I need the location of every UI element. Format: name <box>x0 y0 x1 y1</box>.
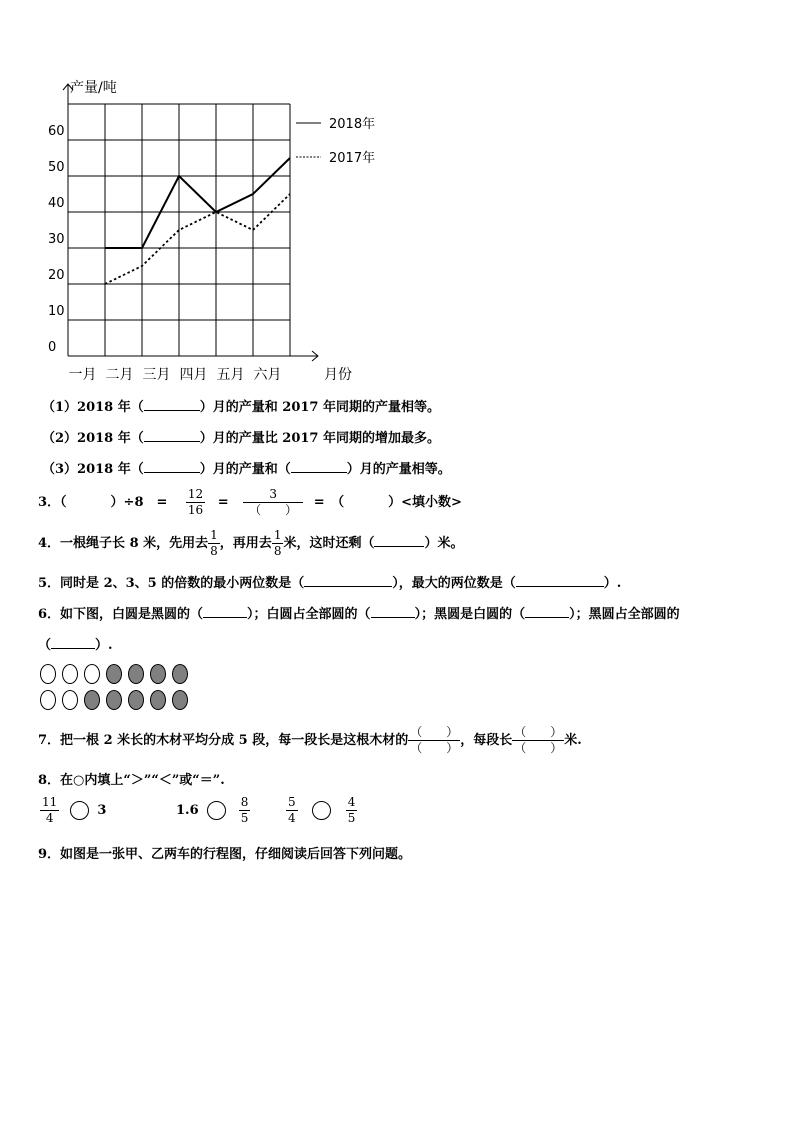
white-circle <box>84 664 100 684</box>
q8-item-2 <box>176 795 250 826</box>
y-tick-label: 40 <box>48 196 65 211</box>
white-circle <box>62 690 78 710</box>
x-axis-label: 月份 <box>324 367 352 383</box>
legend <box>296 116 375 166</box>
x-tick-label: 六月 <box>253 367 282 383</box>
q6-part-f: ）. <box>95 638 113 653</box>
q3-fraction-2: $\frac{3}{( )}$ <box>243 487 303 518</box>
x-tick-label: 三月 <box>142 367 171 383</box>
q5-part-a: 5．同时是 2、3、5 的倍数的最小两位数是（ <box>38 576 305 591</box>
answer-blank[interactable] <box>291 472 347 473</box>
q4-part-b: ，再用去 <box>219 536 272 551</box>
answer-blank[interactable] <box>203 617 247 618</box>
black-circle <box>128 690 144 710</box>
black-circle <box>172 664 188 684</box>
q4-fraction-2: $\frac{1}{8}$ <box>273 528 282 558</box>
black-circle <box>106 690 122 710</box>
q6-circle-figure <box>40 664 200 714</box>
q5-part-b: ），最大的两位数是（ <box>392 576 516 591</box>
compare-circle[interactable] <box>70 801 89 820</box>
question-8-title: 8．在○内填上“＞”“＜”或“＝”. <box>38 773 225 788</box>
q2-item-1-suffix: ）月的产量和 2017 年同期的产量相等。 <box>199 400 440 415</box>
q7-part-b: ，每段长 <box>460 733 513 748</box>
q7-part-a: 7．把一根 2 米长的木材平均分成 5 段，每一段长是这根木材的 <box>38 733 409 748</box>
black-circle <box>172 690 188 710</box>
legend-label-2018: 2018年 <box>329 117 376 132</box>
white-circle <box>40 690 56 710</box>
answer-blank[interactable] <box>51 648 95 649</box>
q3-part-c: = （ <box>313 495 345 510</box>
question-4 <box>38 526 463 562</box>
legend-label-2017: 2017年 <box>329 151 376 166</box>
q4-part-a: 4．一根绳子长 8 米，先用去 <box>38 536 209 551</box>
x-tick-label: 二月 <box>105 367 134 383</box>
series-line-2018年 <box>105 158 290 248</box>
q2-item-1-prefix: （1）2018 年（ <box>42 400 144 415</box>
q2-item-3-suffix: ）月的产量相等。 <box>346 462 451 477</box>
q4-part-d: ）米。 <box>424 536 464 551</box>
series-line-2017年 <box>105 194 290 284</box>
q5-part-c: ）. <box>603 576 622 591</box>
q8-item-2-left: 1.6 <box>176 803 199 818</box>
y-axis-label: 产量/吨 <box>70 80 117 96</box>
q8-fraction-8-5: $\frac{8}{5}$ <box>240 795 249 825</box>
q8-fraction-11-4: $\frac{11}{4}$ <box>42 795 58 825</box>
q3-part-a: 3．（ <box>38 495 67 510</box>
answer-blank[interactable] <box>144 472 200 473</box>
question-6-line-1 <box>38 603 680 622</box>
q8-item-1-right: 3 <box>97 803 107 818</box>
y-tick-label: 20 <box>48 268 65 283</box>
y-tick-label: 10 <box>48 304 65 319</box>
chart-axes <box>48 84 318 383</box>
black-circle <box>84 690 100 710</box>
q3-part-d: ）<填小数> <box>388 495 462 510</box>
question-9: 9．如图是一张甲、乙两车的行程图，仔细阅读后回答下列问题。 <box>38 847 412 862</box>
question-7 <box>38 722 582 760</box>
q7-fraction-2[interactable]: $\frac{( )}{( )}$ <box>514 725 563 755</box>
q7-fraction-1[interactable]: $\frac{( )}{( )}$ <box>410 725 459 755</box>
answer-blank[interactable] <box>144 441 200 442</box>
q4-fraction-1: $\frac{1}{8}$ <box>210 528 218 558</box>
x-tick-label: 一月 <box>68 367 97 383</box>
q7-part-c: 米. <box>564 733 582 748</box>
q2-item-2-suffix: ）月的产量比 2017 年同期的增加最多。 <box>199 431 440 446</box>
white-circle <box>40 664 56 684</box>
q8-item-1 <box>40 795 106 826</box>
answer-blank[interactable] <box>516 586 604 587</box>
question-3 <box>38 486 462 520</box>
q6-part-a: 6．如下图，白圆是黑圆的（ <box>38 607 204 622</box>
q6-part-e: （ <box>38 638 52 653</box>
y-tick-label: 30 <box>48 232 65 247</box>
q3-equals: = <box>217 495 229 510</box>
answer-blank[interactable] <box>374 546 424 547</box>
y-tick-label: 50 <box>48 160 65 175</box>
q6-part-d: ）；黑圆占全部圆的 <box>569 607 680 622</box>
chart-series <box>105 158 290 284</box>
compare-circle[interactable] <box>312 801 331 820</box>
q2-item-2-prefix: （2）2018 年（ <box>42 431 144 446</box>
y-tick-label: 0 <box>48 340 57 355</box>
q3-fraction-1: $\frac{12}{16}$ <box>187 487 204 517</box>
white-circle <box>62 664 78 684</box>
production-line-chart <box>0 0 794 400</box>
q2-item-3-mid: ）月的产量和（ <box>199 462 291 477</box>
x-tick-label: 五月 <box>216 367 245 383</box>
black-circle <box>150 690 166 710</box>
q2-item-2 <box>42 427 440 446</box>
black-circle <box>150 664 166 684</box>
black-circle <box>106 664 122 684</box>
q8-fraction-5-4: $\frac{5}{4}$ <box>288 795 296 825</box>
answer-blank[interactable] <box>144 410 200 411</box>
x-tick-label: 四月 <box>179 367 208 383</box>
question-6-line-2 <box>38 634 113 653</box>
answer-blank[interactable] <box>304 586 392 587</box>
answer-blank[interactable] <box>371 617 415 618</box>
compare-circle[interactable] <box>207 801 226 820</box>
q3-part-b: ）÷8 = <box>110 495 168 510</box>
y-tick-label: 60 <box>48 124 65 139</box>
q4-part-c: 米，这时还剩（ <box>283 536 375 551</box>
black-circle <box>128 664 144 684</box>
q6-part-c: ）；黑圆是白圆的（ <box>414 607 526 622</box>
q6-part-b: ）；白圆占全部圆的（ <box>247 607 371 622</box>
q2-item-1 <box>42 396 440 415</box>
q8-item-3 <box>286 795 357 826</box>
q2-item-3 <box>42 458 451 477</box>
q8-fraction-4-5: $\frac{4}{5}$ <box>347 795 356 825</box>
question-5 <box>38 572 621 591</box>
q2-item-3-prefix: （3）2018 年（ <box>42 462 144 477</box>
answer-blank[interactable] <box>525 617 569 618</box>
